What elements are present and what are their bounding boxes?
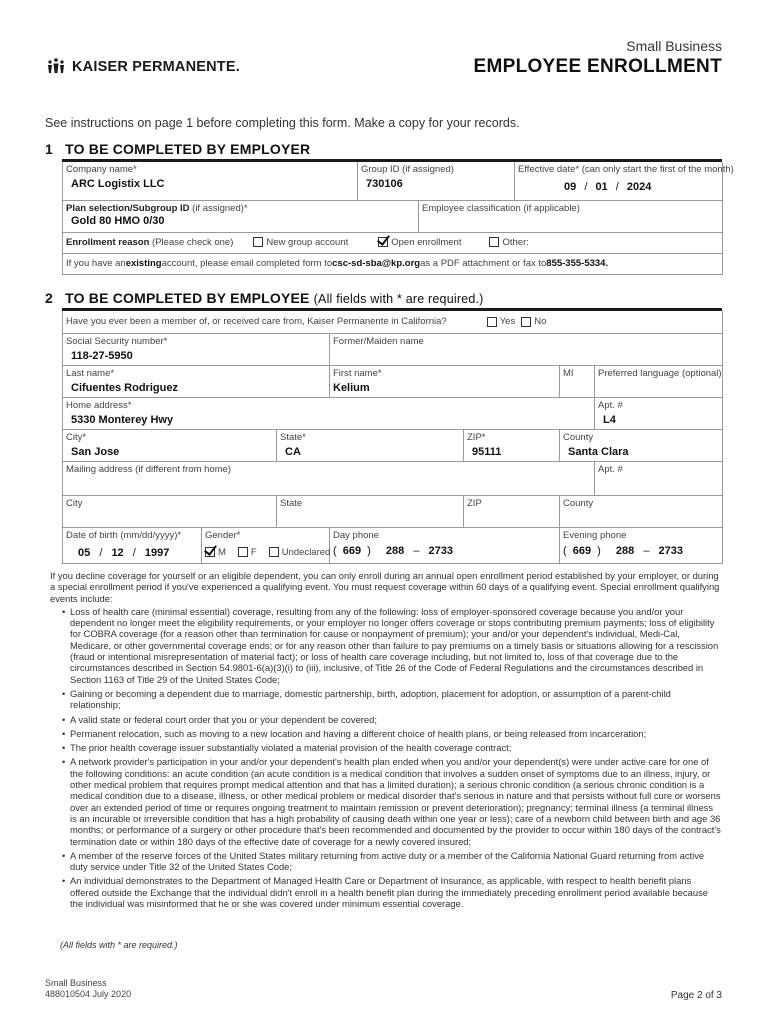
city-cell[interactable]: [63, 429, 277, 461]
kp-member-question-cell: [63, 311, 723, 333]
existing-account-cell: [63, 253, 723, 274]
new-group-option[interactable]: New group account: [253, 237, 348, 248]
group-id-value: 730106: [366, 178, 403, 190]
mailing-address-cell[interactable]: [63, 461, 595, 495]
effective-date-value: [518, 181, 718, 193]
last-name-label: Last name*: [66, 367, 115, 379]
preferred-language-label: Preferred language (optional): [598, 367, 722, 379]
day-phone-prefix: 288: [385, 544, 405, 557]
effective-date-cell[interactable]: [515, 162, 734, 200]
enrollment-reason-cell: [63, 232, 723, 253]
evening-phone-line: 2733: [658, 544, 683, 557]
home-address-cell[interactable]: [63, 397, 595, 429]
employee-classification-cell[interactable]: [419, 200, 723, 232]
gender-label: Gender*: [205, 529, 241, 541]
fax-number: 855-355-5334.: [546, 258, 609, 269]
member-no-option[interactable]: No: [521, 316, 546, 327]
mailing-zip-cell[interactable]: [464, 495, 560, 527]
date-sep: /: [132, 546, 136, 559]
member-yes-checkbox[interactable]: [487, 317, 497, 327]
enrollment-reason-label: Enrollment reason (Please check one): [66, 237, 234, 248]
form-subtitle: Small Business: [626, 38, 722, 54]
support-email-link[interactable]: csc-sd-sba@kp.org: [332, 258, 421, 269]
kp-member-question: Have you ever been a member of, or received care from, Kaiser Permanente in California?: [66, 316, 447, 328]
effective-date-label: Effective date* (can only start the first of the month): [518, 164, 734, 175]
employee-classification-label: Employee classification (if applicable): [422, 202, 580, 214]
evening-phone-label: Evening phone: [563, 529, 627, 541]
section-title: TO BE COMPLETED BY EMPLOYER: [65, 141, 311, 157]
zip-label: ZIP*: [467, 431, 486, 443]
qualifying-event-item: • The prior health coverage issuer substantially violated a material provision of the health coverage contract;: [50, 742, 722, 753]
day-phone-line: 2733: [428, 544, 453, 557]
open-enrollment-checkbox[interactable]: [378, 237, 388, 247]
qualifying-events-list: [50, 606, 722, 909]
gender-f-option[interactable]: F: [238, 547, 257, 558]
mailing-city-label: City: [66, 497, 83, 509]
ssn-cell[interactable]: [63, 333, 330, 365]
footer-line-1: Small Business: [45, 978, 107, 988]
evening-phone-area: 669: [572, 544, 592, 557]
date-sep: /: [99, 546, 103, 559]
required-fields-note: (All fields with * are required.): [60, 940, 178, 950]
company-name-label: Company name*: [66, 164, 137, 175]
section-note: (All fields with * are required.): [313, 292, 484, 306]
gender-cell: [202, 527, 330, 563]
plan-selection-label: Plan selection/Subgroup ID (if assigned)*: [66, 202, 248, 214]
qualifying-event-item: • A member of the reserve forces of the United States military returning from active duty or a member of the California National Guard returning from active duty service under Title 32 of the United States Code;: [50, 850, 722, 873]
mailing-zip-label: ZIP: [467, 497, 482, 509]
other-checkbox[interactable]: [489, 237, 499, 247]
mailing-city-cell[interactable]: [63, 495, 277, 527]
dob-year: 1997: [144, 546, 170, 559]
brand-logo: [46, 57, 240, 77]
qualifying-intro: If you decline coverage for yourself or an eligible dependent, you can only enroll during an annual open enrollment period established by your employer, or during a special enrollment period if you've experienced a qualifying event. You must request coverage within 60 days of a qualifying event. Special enrollment qualifying events include:: [50, 570, 720, 604]
day-phone-cell[interactable]: [330, 527, 560, 563]
qualifying-events-block: [50, 570, 722, 912]
zip-cell[interactable]: [464, 429, 560, 461]
day-phone-label: Day phone: [333, 529, 379, 541]
dob-day: 12: [111, 546, 124, 559]
gender-f-checkbox[interactable]: [238, 547, 248, 557]
dob-cell[interactable]: [63, 527, 202, 563]
state-cell[interactable]: [277, 429, 464, 461]
company-name-cell[interactable]: [63, 162, 358, 200]
section-number: 1: [45, 141, 53, 157]
city-value: San Jose: [71, 445, 120, 458]
evening-phone-value: ( 669 ) 288 – 2733: [563, 544, 683, 557]
first-name-value: Kelium: [333, 381, 370, 394]
county-label: County: [563, 431, 594, 443]
date-sep: /: [615, 181, 619, 193]
section-number: 2: [45, 290, 53, 306]
home-address-value: 5330 Monterey Hwy: [71, 413, 174, 426]
member-no-checkbox[interactable]: [521, 317, 531, 327]
footer-left: [45, 978, 131, 1000]
last-name-cell[interactable]: [63, 365, 330, 397]
day-phone-area: 669: [342, 544, 362, 557]
zip-value: 95111: [472, 445, 502, 458]
county-value: Santa Clara: [568, 445, 629, 458]
dob-label: Date of birth (mm/dd/yyyy)*: [66, 529, 182, 541]
plan-selection-value: Gold 80 HMO 0/30: [71, 214, 165, 227]
brand-name: KAISER PERMANENTE.: [72, 59, 240, 75]
group-id-label: Group ID (if assigned): [361, 164, 454, 175]
ssn-label: Social Security number*: [66, 335, 168, 347]
preferred-language-cell[interactable]: [595, 365, 723, 397]
effective-month: 09: [564, 181, 577, 193]
form-title: EMPLOYEE ENROLLMENT: [473, 56, 722, 77]
plan-selection-cell[interactable]: [63, 200, 419, 232]
effective-day: 01: [595, 181, 608, 193]
mailing-county-cell[interactable]: [560, 495, 723, 527]
qualifying-event-item: • Gaining or becoming a dependent due to marriage, domestic partnership, birth, adoption, placement for adoption, or assumption of a parent-child relationship;: [50, 688, 722, 711]
kaiser-logo-icon: [46, 57, 66, 77]
section-1-heading: [45, 141, 310, 157]
date-sep: /: [584, 181, 588, 193]
first-name-cell[interactable]: [330, 365, 560, 397]
gender-m-option[interactable]: M: [205, 547, 226, 558]
employee-table: [62, 311, 723, 564]
gender-m-checkbox[interactable]: [205, 547, 215, 557]
county-cell[interactable]: [560, 429, 723, 461]
effective-year: 2024: [626, 181, 652, 193]
day-phone-value: ( 669 ) 288 – 2733: [333, 544, 453, 557]
mailing-county-label: County: [563, 497, 594, 509]
qualifying-event-item: • A valid state or federal court order that you or your dependent be covered;: [50, 714, 722, 725]
member-yes-option[interactable]: Yes: [487, 316, 516, 327]
dob-value: [66, 547, 197, 559]
section-2-heading: [45, 290, 484, 306]
mailing-state-label: State: [280, 497, 303, 509]
qualifying-event-item: • A network provider's participation in your and/or your dependent's health plan ended when you and/or your dependent(s) were under active care for one of the following conditions: an acute condition (an acute condition is a medical condition that involves a sudden onset of symptoms due to an illness, injury, or other medical problem that requires prompt medical attention and that has a limited duration); a serious chronic condition (a serious chronic condition is a medical condition due to a disease, illness, or other medical problem or medical disorder that's serious in nature and that persists without full cure or worsens over an extended period of time or requires ongoing treatment to maintain remission or prevent deterioration); pregnancy; terminal illness (a terminal illness is an incurable or irreversible condition that has a high probability of causing death within one year or less); care of a newborn child between birth and age 36 months; or performance of a surgery or other procedure that's been recommended and documented by the provider to occur within 180 days of the contract's termination date or within 180 days of the effective date of coverage for a newly covered insured;: [50, 756, 722, 846]
mi-label: MI: [563, 367, 574, 379]
footer-line-2: 488010504 July 2020: [45, 989, 132, 999]
state-value: CA: [285, 445, 301, 458]
city-label: City*: [66, 431, 87, 443]
mi-cell[interactable]: [560, 365, 595, 397]
apt-label: Apt. #: [598, 399, 623, 411]
gender-undeclared-option[interactable]: Undeclared: [269, 547, 331, 558]
qualifying-event-item: • An individual demonstrates to the Department of Managed Health Care or Department of Insurance, as applicable, with respect to health benefit plans offered outside the Exchange that the individual didn't enroll in a health benefit plan during the immediately preceding enrollment period available because the individual was misinformed that he or she was covered under minimum essential coverage.: [50, 875, 722, 909]
mailing-address-label: Mailing address (if different from home): [66, 463, 232, 475]
home-address-label: Home address*: [66, 399, 132, 411]
qualifying-event-item: • Permanent relocation, such as moving to a new location and having a different choice of health plans, or being released from incarceration;: [50, 728, 722, 739]
mailing-apt-cell[interactable]: [595, 461, 723, 495]
maiden-name-label: Former/Maiden name: [333, 335, 424, 347]
apt-cell[interactable]: [595, 397, 723, 429]
open-enrollment-option[interactable]: Open enrollment: [378, 237, 461, 248]
existing-account-text: If you have an existing account, please email completed form to csc-sd-sba@kp.org as a PDF attachment or fax to 855-355-5334.: [66, 258, 609, 269]
last-name-value: Cifuentes Rodriguez: [71, 381, 178, 394]
maiden-name-cell[interactable]: [330, 333, 723, 365]
state-label: State*: [280, 431, 306, 443]
mailing-state-cell[interactable]: [277, 495, 464, 527]
other-option[interactable]: Other:: [489, 237, 528, 248]
ssn-value: 118-27-5950: [71, 349, 133, 362]
first-name-label: First name*: [333, 367, 382, 379]
mailing-apt-label: Apt. #: [598, 463, 623, 475]
dob-month: 05: [78, 546, 91, 559]
group-id-cell[interactable]: [358, 162, 515, 200]
company-name-value: ARC Logistix LLC: [71, 178, 165, 190]
evening-phone-cell[interactable]: [560, 527, 723, 563]
new-group-checkbox[interactable]: [253, 237, 263, 247]
apt-value: L4: [603, 413, 616, 426]
section-title: TO BE COMPLETED BY EMPLOYEE: [65, 290, 310, 306]
evening-phone-prefix: 288: [615, 544, 635, 557]
employer-table: [62, 162, 734, 275]
page-number: Page 2 of 3: [670, 990, 722, 1001]
qualifying-event-item: • Loss of health care (minimal essential) coverage, resulting from any of the following: loss of employer-sponsored coverage because you and/or your dependent no longer meet the eligibility requirements, or your employer no longer offers coverage or stops contributing premium payments; loss of eligibility for COBRA coverage (for a reason other than termination for cause or nonpayment of premium); your and/or your dependent's individual, Medi-Cal, Medicare, or other governmental coverage ends; or for any reason other than failure to pay premiums on a timely basis or situations allowing for a rescission (fraud or intentional misrepresentation of material fact); or loss of health care coverage including, but not limited to, loss of that coverage due to the circumstances described in Section 54.9801-6(a)(3)(i) to (iii), inclusive, of Title 26 of the Code of Federal Regulations and the circumstances described in Section 1163 of Title 29 of the United States Code;: [50, 606, 722, 685]
gender-undeclared-checkbox[interactable]: [269, 547, 279, 557]
instructions-text: See instructions on page 1 before completing this form. Make a copy for your records.: [45, 116, 520, 130]
